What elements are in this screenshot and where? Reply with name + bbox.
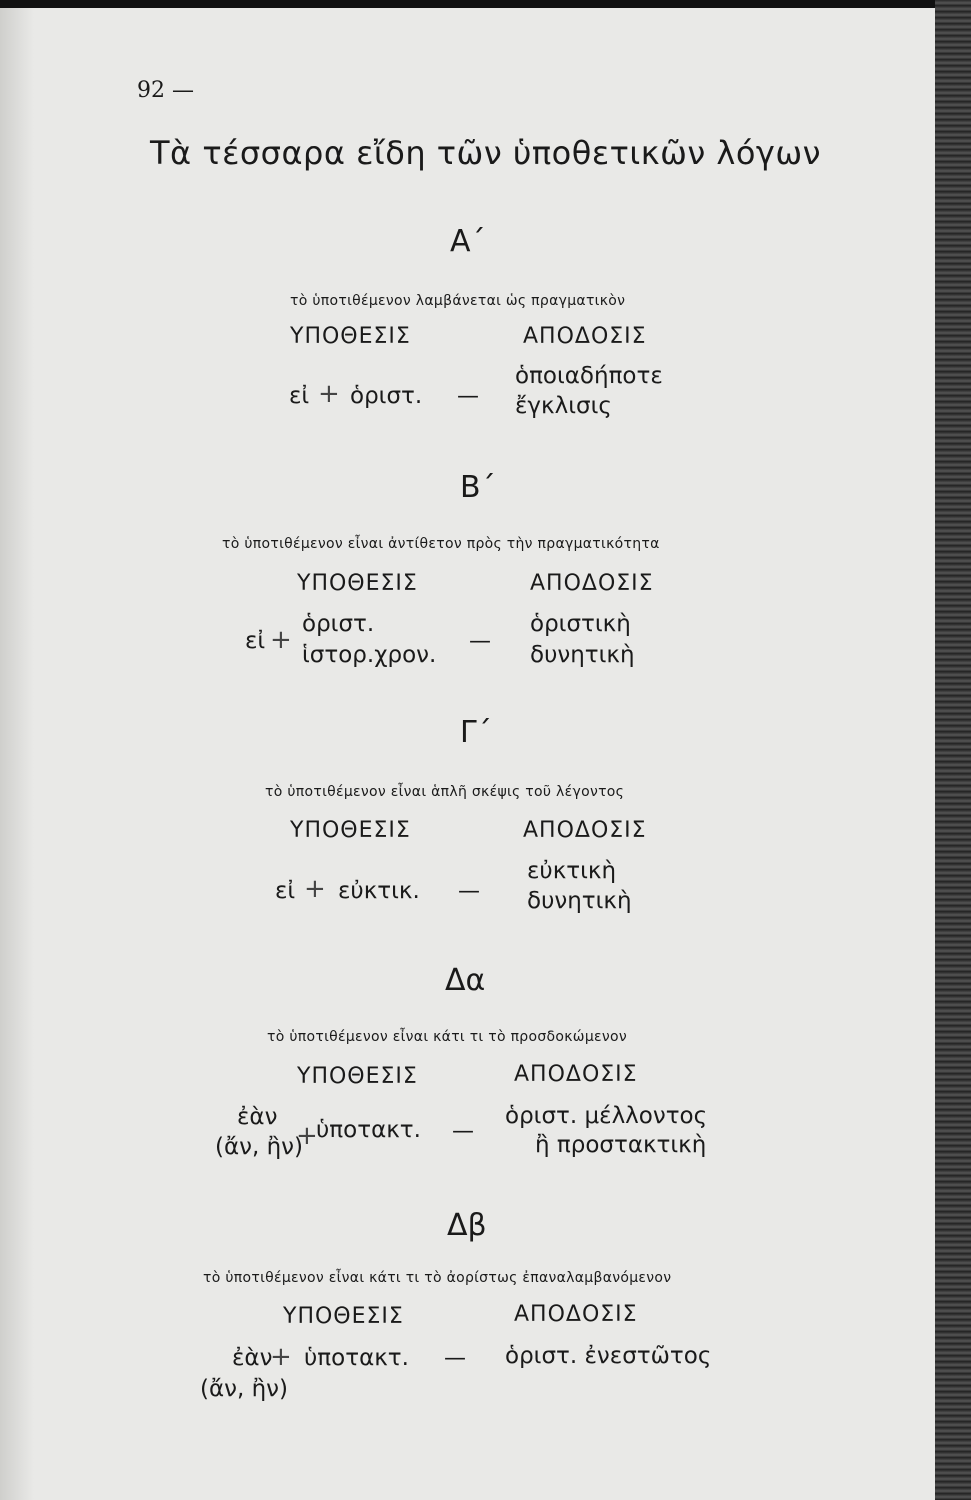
apodosis-line-1: εὐκτικὴ [527, 858, 617, 884]
apodosis-line-1: ὁριστ. μέλλοντος [505, 1103, 708, 1129]
section-label: Γ΄ [460, 715, 492, 750]
book-edge [935, 0, 971, 1500]
apodosis-heading: ΑΠΟΔΟΣΙΣ [514, 1062, 638, 1087]
apodosis-line-2: ἔγκλισις [515, 393, 612, 419]
page-title: Τὰ τέσσαρα εἴδη τῶν ὑποθετικῶν λόγων [150, 134, 822, 172]
dash-separator: — [458, 879, 480, 904]
hypothesis-heading: ΥΠΟΘΕΣΙΣ [290, 818, 411, 843]
apodosis-line-2: δυνητικὴ [530, 642, 635, 668]
hypothesis-word: εἰ [245, 628, 266, 654]
section-label: Β΄ [460, 470, 496, 505]
section-description: τὸ ὑποτιθέμενον εἶναι ἁπλῆ σκέψις τοῦ λέγοντος [265, 784, 625, 800]
dash-separator: — [452, 1119, 474, 1144]
hypothesis-heading: ΥΠΟΘΕΣΙΣ [297, 1064, 418, 1089]
apodosis-line-2: ἢ προστακτικὴ [535, 1132, 707, 1158]
apodosis-heading: ΑΠΟΔΟΣΙΣ [514, 1302, 638, 1327]
apodosis-line-2: δυνητικὴ [527, 888, 632, 914]
hypothesis-alternatives: (ἄν, ἢν) [200, 1376, 289, 1402]
hypothesis-heading: ΥΠΟΘΕΣΙΣ [290, 324, 411, 349]
section-label: Δα [445, 963, 486, 998]
apodosis-heading: ΑΠΟΔΟΣΙΣ [523, 818, 647, 843]
hypothesis-mood: ὑποτακτ. [304, 1345, 409, 1371]
hypothesis-tense: ἱστορ.χρον. [302, 642, 437, 668]
book-page [0, 8, 935, 1500]
plus-sign: + [304, 874, 326, 904]
section-description: τὸ ὑποτιθέμενον λαμβάνεται ὡς πραγματικὸν [290, 293, 626, 309]
hypothesis-word: εἰ [289, 383, 310, 409]
section-description: τὸ ὑποτιθέμενον εἶναι ἀντίθετον πρὸς τὴν πραγματικότητα [222, 536, 660, 552]
plus-sign: + [270, 1342, 292, 1372]
hypothesis-word: ἐὰν [237, 1104, 278, 1130]
dash-separator: — [457, 384, 479, 409]
hypothesis-word: ἐὰν [232, 1345, 273, 1371]
hypothesis-mood: εὐκτικ. [338, 878, 420, 904]
plus-sign: + [318, 379, 340, 409]
section-label: Α΄ [450, 224, 486, 259]
apodosis-line-1: ὁποιαδήποτε [515, 363, 663, 389]
dash-separator: — [444, 1346, 466, 1371]
plus-sign: + [270, 625, 292, 655]
dash-separator: — [469, 629, 491, 654]
section-label: Δβ [447, 1208, 487, 1243]
page-number: 92 — [137, 78, 194, 103]
section-description: τὸ ὑποτιθέμενον εἶναι κάτι τι τὸ προσδοκώμενον [267, 1029, 628, 1045]
apodosis-line-1: ὁριστ. ἐνεστῶτος [505, 1343, 712, 1369]
apodosis-line-1: ὁριστικὴ [530, 611, 631, 637]
hypothesis-alternatives: (ἄν, ἢν) [215, 1134, 304, 1160]
hypothesis-heading: ΥΠΟΘΕΣΙΣ [283, 1304, 404, 1329]
plus-sign: + [296, 1121, 318, 1151]
hypothesis-word: εἰ [275, 878, 296, 904]
hypothesis-heading: ΥΠΟΘΕΣΙΣ [297, 571, 418, 596]
apodosis-heading: ΑΠΟΔΟΣΙΣ [523, 324, 647, 349]
section-description: τὸ ὑποτιθέμενον εἶναι κάτι τι τὸ ἀορίστως ἐπαναλαμβανόμενον [203, 1270, 672, 1286]
hypothesis-mood: ὁριστ. [302, 611, 375, 637]
apodosis-heading: ΑΠΟΔΟΣΙΣ [530, 571, 654, 596]
hypothesis-mood: ὁριστ. [350, 383, 423, 409]
hypothesis-mood: ὑποτακτ. [316, 1117, 421, 1143]
